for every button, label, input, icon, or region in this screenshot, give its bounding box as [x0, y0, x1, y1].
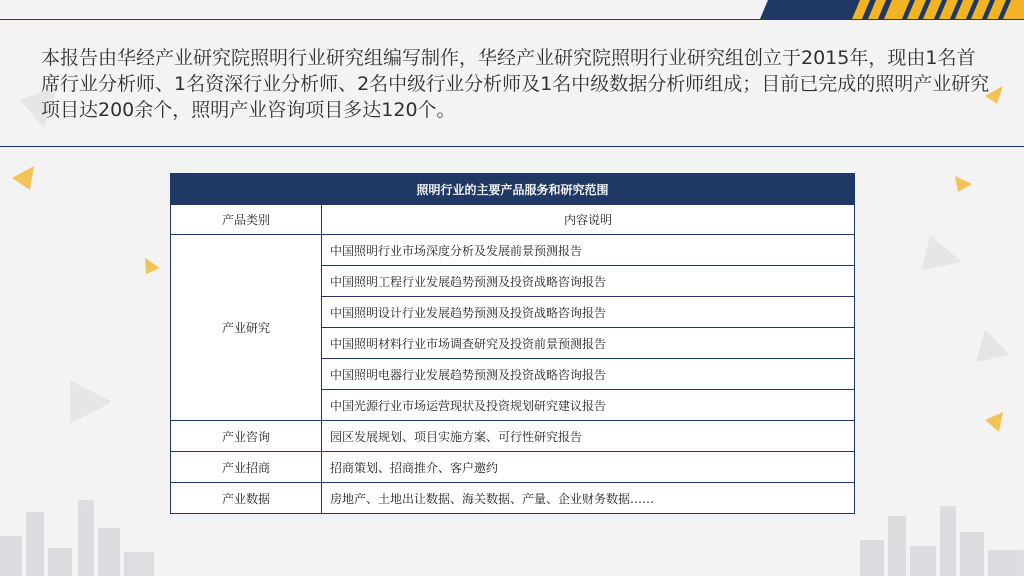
section-divider	[0, 146, 1024, 147]
header-category: 产品类别	[171, 205, 322, 235]
category-investment: 产业招商	[171, 452, 322, 483]
scope-table	[170, 173, 855, 514]
research-item: 中国照明设计行业发展趋势预测及投资战略咨询报告	[322, 297, 855, 328]
header-stripe-band	[760, 0, 1024, 19]
consulting-content: 园区发展规划、项目实施方案、可行性研究报告	[322, 421, 855, 452]
data-content: 房地产、土地出让数据、海关数据、产量、企业财务数据……	[322, 483, 855, 514]
category-research: 产业研究	[171, 235, 322, 421]
research-item: 中国照明工程行业发展趋势预测及投资战略咨询报告	[322, 266, 855, 297]
research-item: 中国光源行业市场运营现状及投资规划研究建议报告	[322, 390, 855, 421]
table-title: 照明行业的主要产品服务和研究范围	[171, 174, 855, 205]
intro-paragraph: 本报告由华经产业研究院照明行业研究组编写制作，华经产业研究院照明行业研究组创立于2015年，现由1名首席行业分析师、1名资深行业分析师、2名中级行业分析师及1名中级数据分析师组成；目前已完成的照明产业研究项目达200余个，照明产业咨询项目多达120个。	[41, 47, 990, 121]
category-data: 产业数据	[171, 483, 322, 514]
header-divider	[0, 19, 1024, 20]
research-item: 中国照明材料行业市场调查研究及投资前景预测报告	[322, 328, 855, 359]
investment-content: 招商策划、招商推介、客户邀约	[322, 452, 855, 483]
category-consulting: 产业咨询	[171, 421, 322, 452]
research-item: 中国照明行业市场深度分析及发展前景预测报告	[322, 235, 855, 266]
research-item: 中国照明电器行业发展趋势预测及投资战略咨询报告	[322, 359, 855, 390]
header-content: 内容说明	[322, 205, 855, 235]
